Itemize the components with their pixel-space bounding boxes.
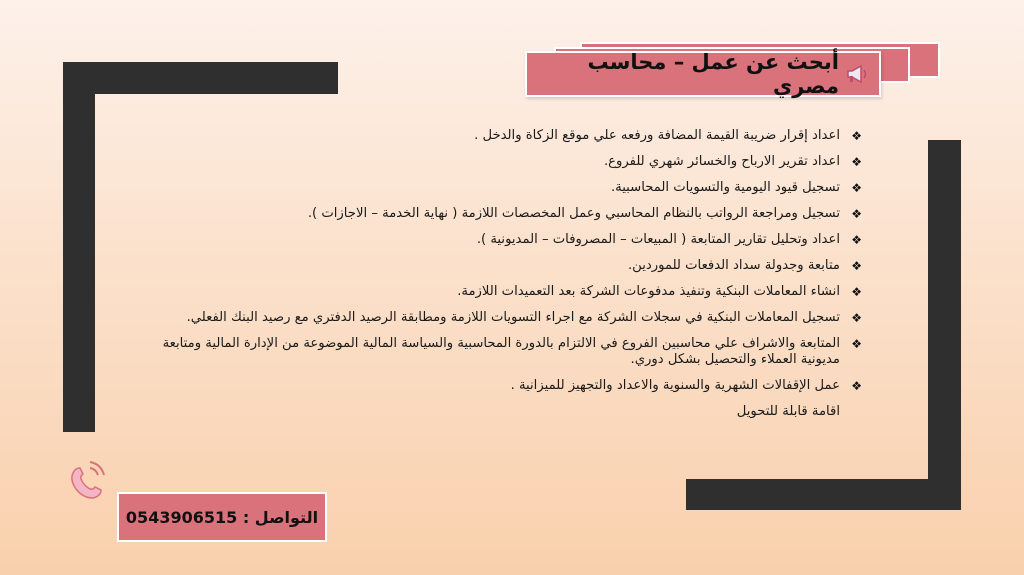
list-item: ❖ تسجيل المعاملات البنكية في سجلات الشركة مع اجراء التسويات اللازمة ومطابقة الرصيد الدفتري مع رصيد البنك الفعلي. <box>186 310 862 325</box>
bracket-right-bottom <box>686 479 961 510</box>
residency-note: اقامة قابلة للتحويل <box>736 404 840 419</box>
megaphone-icon <box>845 64 869 84</box>
bracket-left-side <box>63 62 95 432</box>
bullet-icon: ❖ <box>851 181 862 195</box>
contact-box <box>117 492 327 542</box>
list-item: ❖ المتابعة والاشراف علي محاسبين الفروع في الالتزام بالدورة المحاسبية والسياسة المالية الموضوعة من الإدارة المالية ومتابعة مديونية العملاء والتحصيل بشكل دوري. <box>162 336 862 367</box>
list-item: ❖ انشاء المعاملات البنكية وتنفيذ مدفوعات الشركة بعد التعميدات اللازمة. <box>457 284 862 299</box>
duties-section <box>160 128 862 419</box>
page-title-text: أبحث عن عمل – محاسب مصري <box>587 50 839 98</box>
bullet-icon: ❖ <box>851 379 862 393</box>
list-item: ❖ متابعة وجدولة سداد الدفعات للموردين. <box>627 258 862 273</box>
bracket-right-side <box>928 140 961 510</box>
bullet-icon: ❖ <box>851 259 862 273</box>
bullet-icon: ❖ <box>851 311 862 325</box>
list-item: ❖ اعداد إقرار ضريبة القيمة المضافة ورفعه علي موقع الزكاة والدخل . <box>474 128 862 143</box>
bullet-icon: ❖ <box>851 129 862 143</box>
bracket-left-top <box>63 62 338 94</box>
list-item: ❖ عمل الإقفالات الشهرية والسنوية والاعداد والتجهيز للميزانية . <box>510 378 862 393</box>
bullet-icon: ❖ <box>851 155 862 169</box>
bullet-icon: ❖ <box>851 233 862 247</box>
page-title <box>525 51 881 97</box>
list-item: ❖ تسجيل قيود اليومية والتسويات المحاسبية. <box>610 180 862 195</box>
bullet-icon: ❖ <box>851 285 862 299</box>
list-item: ❖ تسجيل ومراجعة الرواتب بالنظام المحاسبي وعمل المخصصات اللازمة ( نهاية الخدمة – الاجازات ). <box>307 206 862 221</box>
contact-text: التواصل : 0543906515 <box>125 507 319 527</box>
duties-list <box>160 128 862 394</box>
list-item: ❖ اعداد تقرير الارباح والخسائر شهري للفروع. <box>603 154 862 169</box>
bullet-icon: ❖ <box>851 207 862 221</box>
list-item: ❖ اعداد وتحليل تقارير المتابعة ( المبيعات – المصروفات – المديونية ). <box>476 232 862 247</box>
bullet-icon: ❖ <box>851 337 862 351</box>
phone-icon <box>62 456 110 504</box>
